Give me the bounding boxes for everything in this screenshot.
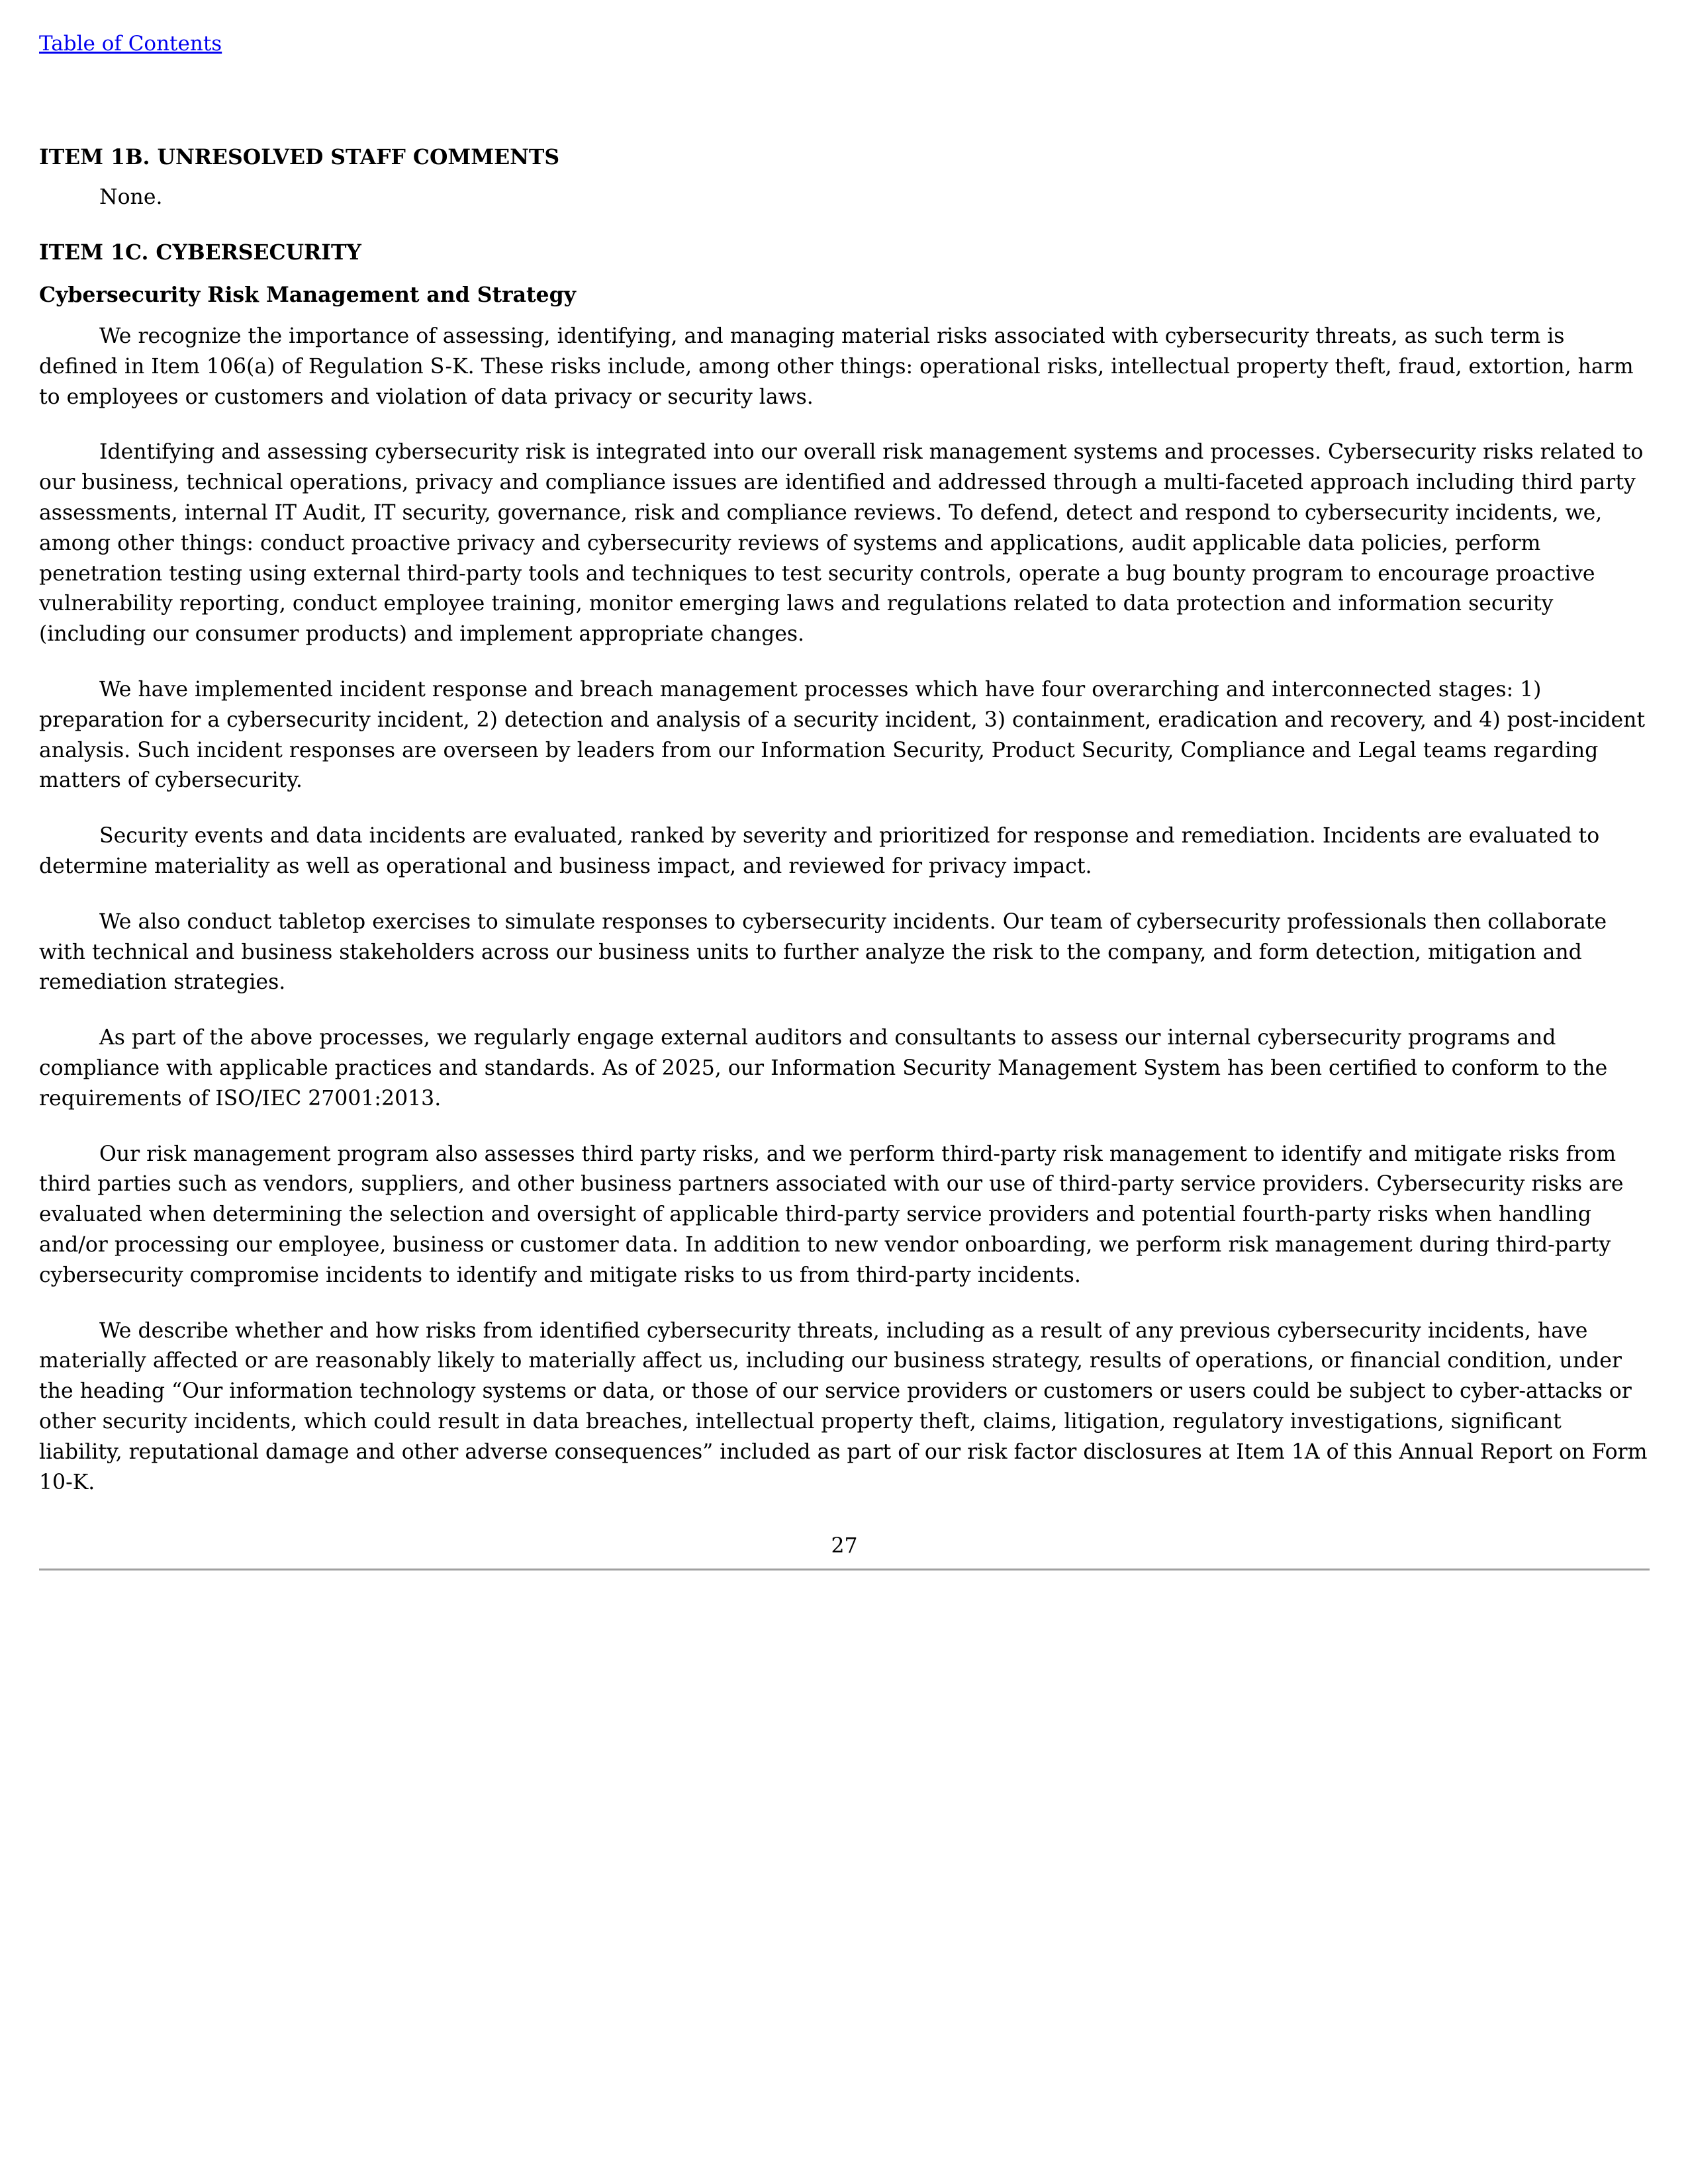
paragraph-5: We also conduct tabletop exercises to simulate responses to cybersecurity incidents. Our team of cybersecurity professionals then collaborate with technical and business stakeholders across our business units to further analyze the risk to the company, and form detection, mitigation and remediation strategies. [39,909,1607,995]
item-1b-text: None. [99,185,163,209]
main-content [39,144,1650,1523]
item-1c-heading: ITEM 1C. CYBERSECURITY [39,240,361,265]
paragraph-8: We describe whether and how risks from identified cybersecurity threats, including as a result of any previous cybersecurity incidents, have materially affected or are reasonably likely to materially affect us, including our business strategy, results of operations, or financial condition, under the heading “Our information technology systems or data, or those of our service providers or customers or users could be subject to cyber-attacks or other security incidents, which could result in data breaches, intellectual property theft, claims, litigation, regulatory investigations, significant liability, reputational damage and other adverse consequences” included as part of our risk factor disclosures at Item 1A of this Annual Report on Form 10-K. [39,1318,1648,1494]
page-divider [39,1569,1650,1570]
paragraph-2: Identifying and assessing cybersecurity risk is integrated into our overall risk management systems and processes. Cybersecurity risks related to our business, technical operations, privacy and compliance issues are identified and addressed through a multi-faceted approach including third party assessments, internal IT Audit, IT security, governance, risk and compliance reviews. To defend, detect and respond to cybersecurity incidents, we, among other things: conduct proactive privacy and cybersecurity reviews of systems and applications, audit applicable data policies, perform penetration testing using external third-party tools and techniques to test security controls, operate a bug bounty program to encourage proactive vulnerability reporting, conduct employee training, monitor emerging laws and regulations related to data protection and information security (including our consumer products) and implement appropriate changes. [39,440,1644,647]
table-of-contents-link[interactable]: Table of Contents [39,32,222,56]
risk-management-subheading: Cybersecurity Risk Management and Strategy [39,283,576,307]
item-1b-heading: ITEM 1B. UNRESOLVED STAFF COMMENTS [39,145,560,169]
paragraph-4: Security events and data incidents are evaluated, ranked by severity and prioritized for response and remediation. Incidents are evaluated to determine materiality as well as operational and business impact, and reviewed for privacy impact. [39,824,1600,878]
page-number: 27 [831,1534,858,1558]
page-footer [39,1533,1650,1570]
paragraph-1: We recognize the importance of assessing, identifying, and managing material risks associated with cybersecurity threats, as such term is defined in Item 106(a) of Regulation S-K. These risks include, among other things: operational risks, intellectual property theft, fraud, extortion, harm to employees or customers and violation of data privacy or security laws. [39,324,1634,409]
paragraph-6: As part of the above processes, we regularly engage external auditors and consultants to assess our internal cybersecurity programs and compliance with applicable practices and standards. As of 2025, our Information Security Management System has been certified to conform to the requirements of ISO/IEC 27001:2013. [39,1026,1608,1111]
paragraph-7: Our risk management program also assesses third party risks, and we perform third-party risk management to identify and mitigate risks from third parties such as vendors, suppliers, and other business partners associated with our use of third-party service providers. Cybersecurity risks are evaluated when determining the selection and oversight of applicable third-party service providers and potential fourth-party risks when handling and/or processing our employee, business or customer data. In addition to new vendor onboarding, we perform risk management during third-party cybersecurity compromise incidents to identify and mitigate risks to us from third-party incidents. [39,1142,1624,1287]
paragraph-3: We have implemented incident response and breach management processes which have four overarching and interconnected stages: 1) preparation for a cybersecurity incident, 2) detection and analysis of a security incident, 3) containment, eradication and recovery, and 4) post-incident analysis. Such incident responses are overseen by leaders from our Information Security, Product Security, Compliance and Legal teams regarding matters of cybersecurity. [39,677,1646,793]
